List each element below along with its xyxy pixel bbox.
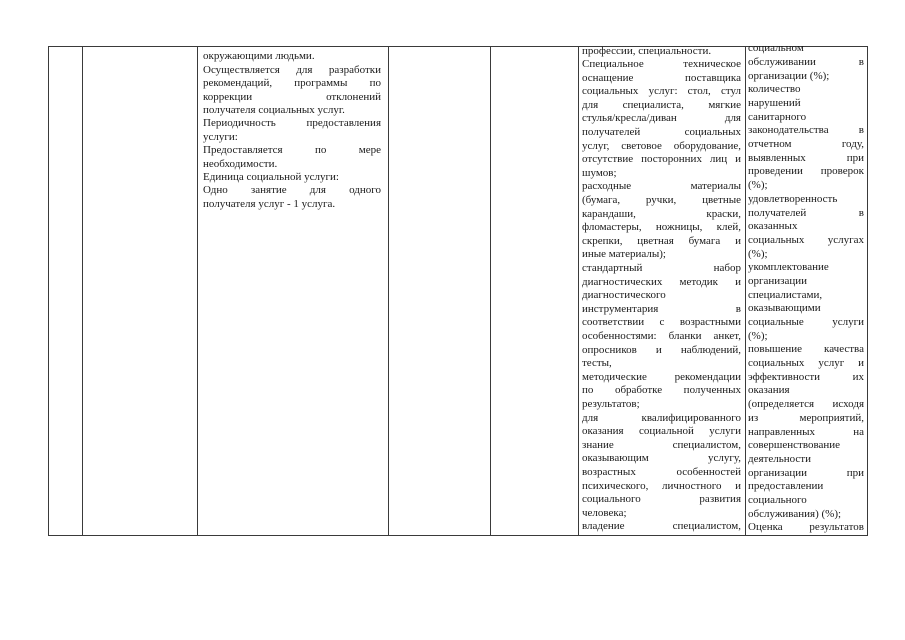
text-line: (определяется исходя [748,398,864,411]
text-line: шумов; [582,166,617,179]
text-line: психического, личностного и [582,479,741,492]
text-line: стандартный набор [582,262,741,274]
text-line: услуги: [203,130,238,143]
text-line: скрепки, цветная бумага и [582,234,741,247]
table-cell [203,50,381,211]
text-line: Одно занятие для одного [203,184,381,197]
text-line: выявленных при [748,151,864,164]
text-line: (%); [748,329,768,342]
text-line: Оценка результатов [748,521,864,534]
table-cell [49,47,82,535]
text-line: расходные материалы [582,180,741,193]
text-line: нарушений [748,97,801,110]
text-line: социальные услуги [748,316,864,329]
column-border [745,46,746,536]
text-line: удовлетворенность [748,192,838,205]
text-line: инструментария в [582,302,741,315]
text-line: оказания социальной услуги [582,425,741,438]
text-line: деятельности [748,452,811,465]
text-line: оказывающими [748,302,821,315]
text-line: Периодичность предоставления [203,117,381,130]
column-border [578,46,579,536]
text-line: по обработке полученных [582,384,741,397]
text-line: оснащение поставщика [582,71,741,84]
text-line: количество [748,83,801,96]
text-line: знание специалистом, [582,438,741,451]
text-line: необходимости. [203,157,278,170]
text-line: для квалифицированного [582,411,741,424]
text-line: рекомендаций, программы по [203,77,381,90]
text-line: социальных услугах [748,233,864,246]
text-line: получателя социальных услуг. [203,103,345,116]
text-line: социального [748,493,807,506]
text-line: профессии, специальности. [582,44,712,57]
text-line: получателей социальных [582,126,741,139]
text-line: организации (%); [748,69,830,82]
text-line: оказывающим услугу, [582,452,741,465]
text-line: особенностями: бланки анкет, [582,329,741,342]
text-line: организации при [748,466,864,479]
text-line: предоставлении [748,480,824,493]
text-line: (бумага, ручки, цветные [582,194,741,207]
text-line: из мероприятий, [748,411,864,424]
text-line: отчетном году, [748,138,864,151]
text-line: Специальное техническое [582,58,741,71]
text-line: результатов; [582,397,640,410]
text-line: совершенствование [748,439,841,452]
text-line: опросников и наблюдений, [582,343,741,356]
text-line: получателя услуг - 1 услуга. [203,197,336,210]
column-border [867,46,868,536]
text-line: санитарного [748,110,807,123]
table-cell [748,42,864,535]
text-line: диагностических методик и [582,275,741,288]
text-line: фломастеры, ножницы, клей, [582,221,741,234]
text-line: проведении проверок [748,165,864,178]
text-line: владение специалистом, [582,520,741,533]
text-line: оказанных [748,220,798,233]
text-line: коррекции отклонений [203,90,381,103]
text-line: (%); [748,179,768,192]
text-line: организации [748,274,808,287]
text-line: направленных на [748,425,864,438]
text-line: отсутствие посторонних лиц и [582,153,741,166]
text-line: обслуживания) (%); [748,507,842,520]
text-line: оказания [748,384,790,397]
text-line: услуг, световое оборудование, [582,139,741,152]
text-line: социальных услуг и [748,357,864,370]
text-line: специалистами, [748,288,823,301]
text-line: соответствии с возрастными [582,316,741,329]
table-cell [582,45,741,534]
text-line: социальных услуг: стол, стул [582,85,741,98]
text-line: стулья/кресла/диван для [582,112,741,125]
table-cell [83,47,197,535]
text-line: эффективности их [748,370,864,383]
text-line: Предоставляется по мере [203,144,381,157]
text-line: социальном [748,42,804,55]
text-line: получателей в [748,206,864,219]
text-line: для специалиста, мягкие [582,98,741,111]
column-border [197,46,198,536]
text-line: (%); [748,247,768,260]
text-line: тесты, [582,357,612,370]
text-line: методические рекомендации [582,370,741,383]
text-line: человека; [582,506,627,519]
text-line: иные материалы); [582,248,666,261]
text-line: повышение качества [748,343,864,356]
text-line: карандаши, краски, [582,207,741,220]
text-line: окружающими людьми. [203,50,315,63]
text-line: возрастных особенностей [582,465,741,478]
text-line: Осуществляется для разработки [203,63,381,76]
text-line: Единица социальной услуги: [203,170,339,183]
text-line: обслуживании в [748,55,864,68]
text-line: социального развития [582,493,741,506]
table-cell [389,47,490,535]
text-line: законодательства в [748,124,864,137]
text-line: укомплектование [748,261,829,274]
text-line: диагностического [582,289,666,302]
table-cell [491,47,578,535]
